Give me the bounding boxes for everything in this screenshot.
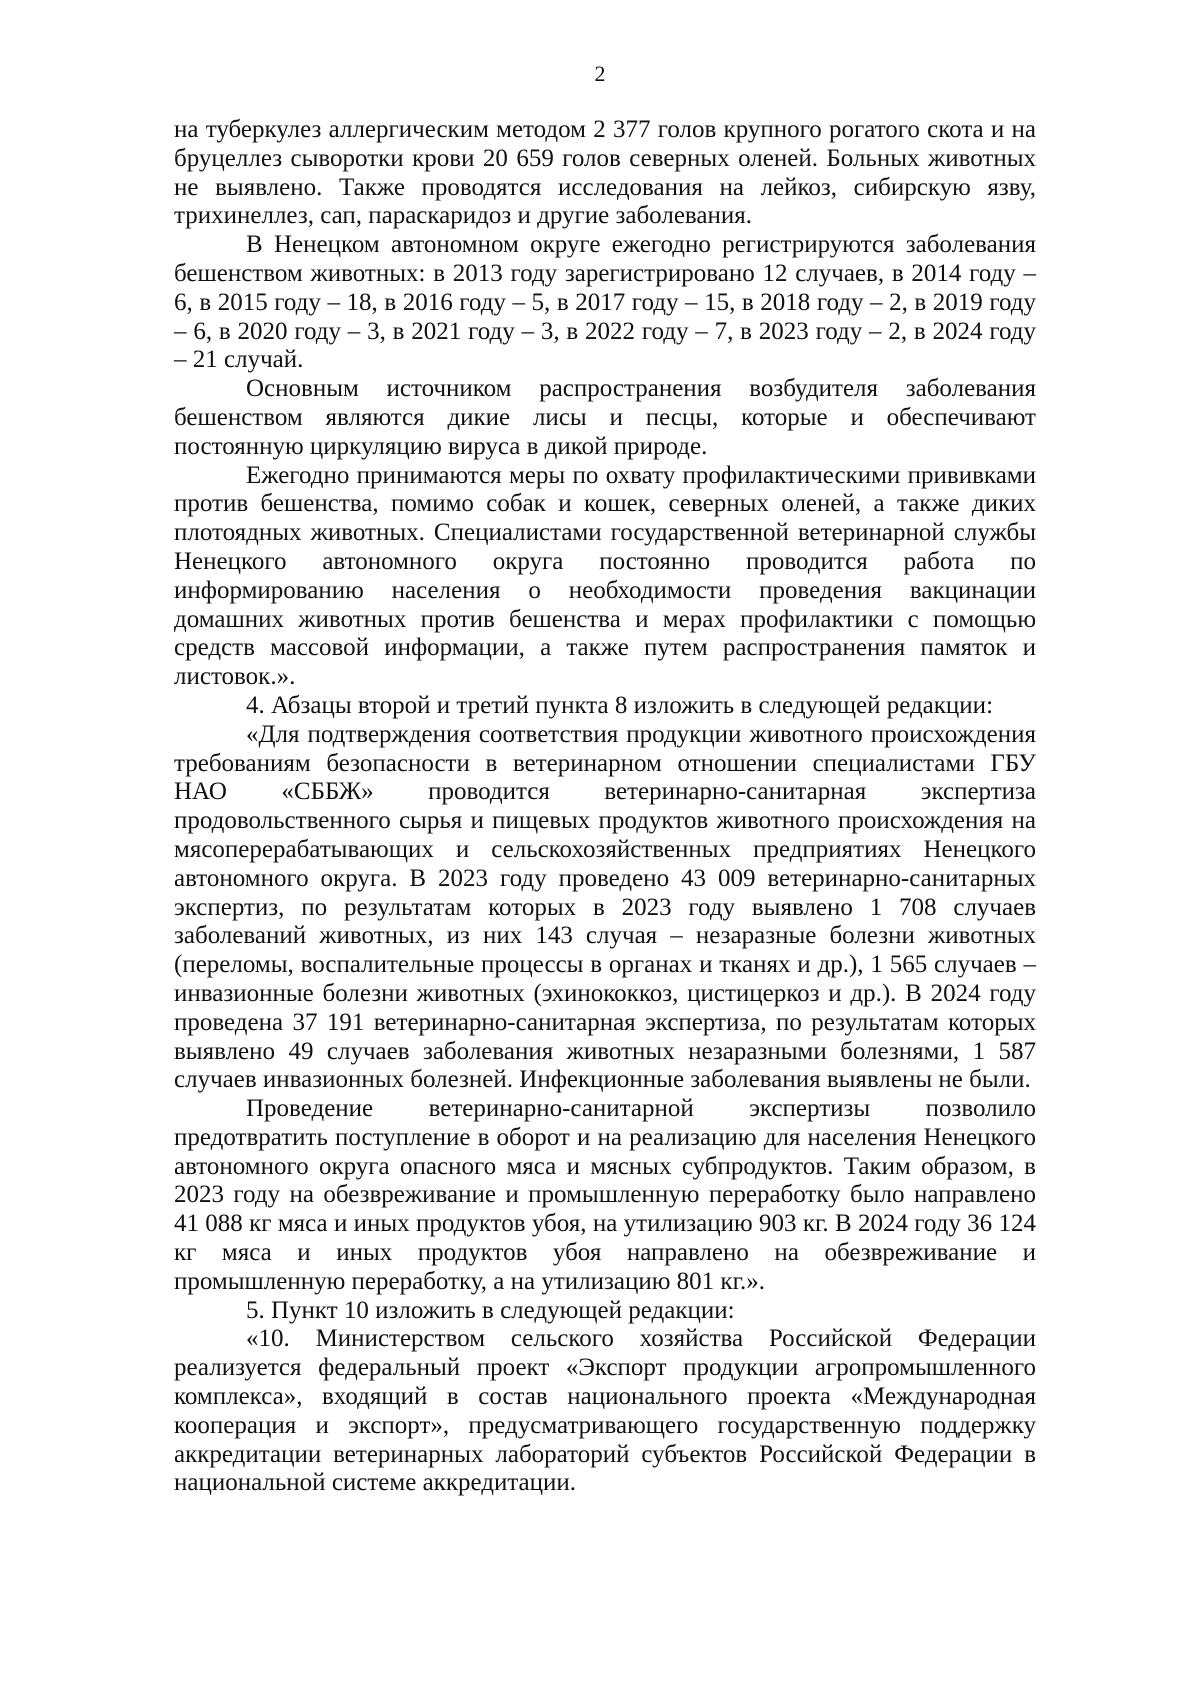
paragraph-rabies-vaccination: Ежегодно принимаются меры по охвату профилактическими прививками против бешенства, помимо собак и кошек, северных оленей, а также диких плотоядных животных. Специалистами государственной ветеринарной службы Ненецкого автономного округа постоянно проводится работа по информированию населения о необходимости проведения вакцинации домашних животных против бешенства и мерах профилактики с помощью средств массовой информации, а также путем распространения памяток и листовок.».: [174, 461, 1036, 691]
paragraph-item-5-heading: 5. Пункт 10 изложить в следующей редакции:: [246, 1296, 735, 1324]
paragraph-rabies-cases: В Ненецком автономном округе ежегодно регистрируются заболевания бешенством животных: в 2013 году зарегистрировано 12 случаев, в 2014 году – 6, в 2015 году – 18, в 2016 году – 5, в 2017 году – 15, в 2018 году – 2, в 2019 году – 6, в 2020 году – 3, в 2021 году – 3, в 2022 году – 7, в 2023 году – 2, в 2024 году – 21 случай.: [174, 231, 1036, 374]
paragraph-item-4-heading: 4. Абзацы второй и третий пункта 8 изложить в следующей редакции:: [246, 691, 994, 719]
page-number: 2: [594, 61, 606, 86]
document-body: [174, 116, 1036, 1498]
paragraph-item-10-text: «10. Министерством сельского хозяйства Российской Федерации реализуется федеральный проект «Экспорт продукции агропромышленного комплекса», входящий в состав национального проекта «Международная кооперация и экспорт», предусматривающего государственную поддержку аккредитации ветеринарных лабораторий субъектов Российской Федерации в национальной системе аккредитации.: [174, 1325, 1036, 1497]
paragraph-tuberculosis-continuation: на туберкулез аллергическим методом 2 377 голов крупного рогатого скота и на бруцеллез сыворотки крови 20 659 голов северных оленей. Больных животных не выявлено. Также проводятся исследования на лейкоз, сибирскую язву, трихинеллез, сап, параскаридоз и другие заболевания.: [174, 116, 1036, 230]
paragraph-expertise-results: Проведение ветеринарно-санитарной экспертизы позволило предотвратить поступление в оборот и на реализацию для населения Ненецкого автономного округа опасного мяса и мясных субпродуктов. Таким образом, в 2023 году на обезвреживание и промышленную переработку было направлено 41 088 кг мяса и иных продуктов убоя, на утилизацию 903 кг. В 2024 году 36 124 кг мяса и иных продуктов убоя направлено на обезвреживание и промышленную переработку, а на утилизацию 801 кг.».: [174, 1095, 1036, 1295]
paragraph-rabies-source: Основным источником распространения возбудителя заболевания бешенством являются дикие лисы и песцы, которые и обеспечивают постоянную циркуляцию вируса в дикой природе.: [174, 375, 1036, 460]
paragraph-vet-expertise: «Для подтверждения соответствия продукции животного происхождения требованиям безопасности в ветеринарном отношении специалистами ГБУ НАО «СББЖ» проводится ветеринарно-санитарная экспертиза продовольственного сырья и пищевых продуктов животного происхождения на мясоперерабатывающих и сельскохозяйственных предприятиях Ненецкого автономного округа. В 2023 году проведено 43 009 ветеринарно-санитарных экспертиз, по результатам которых в 2023 году выявлено 1 708 случаев заболеваний животных, из них 143 случая – незаразные болезни животных (переломы, воспалительные процессы в органах и тканях и др.), 1 565 случаев – инвазионные болезни животных (эхинококкоз, цистицеркоз и др.). В 2024 году проведена 37 191 ветеринарно-санитарная экспертиза, по результатам которых выявлено 49 случаев заболевания животных незаразными болезнями, 1 587 случаев инвазионных болезней. Инфекционные заболевания выявлены не были.: [174, 720, 1036, 1094]
